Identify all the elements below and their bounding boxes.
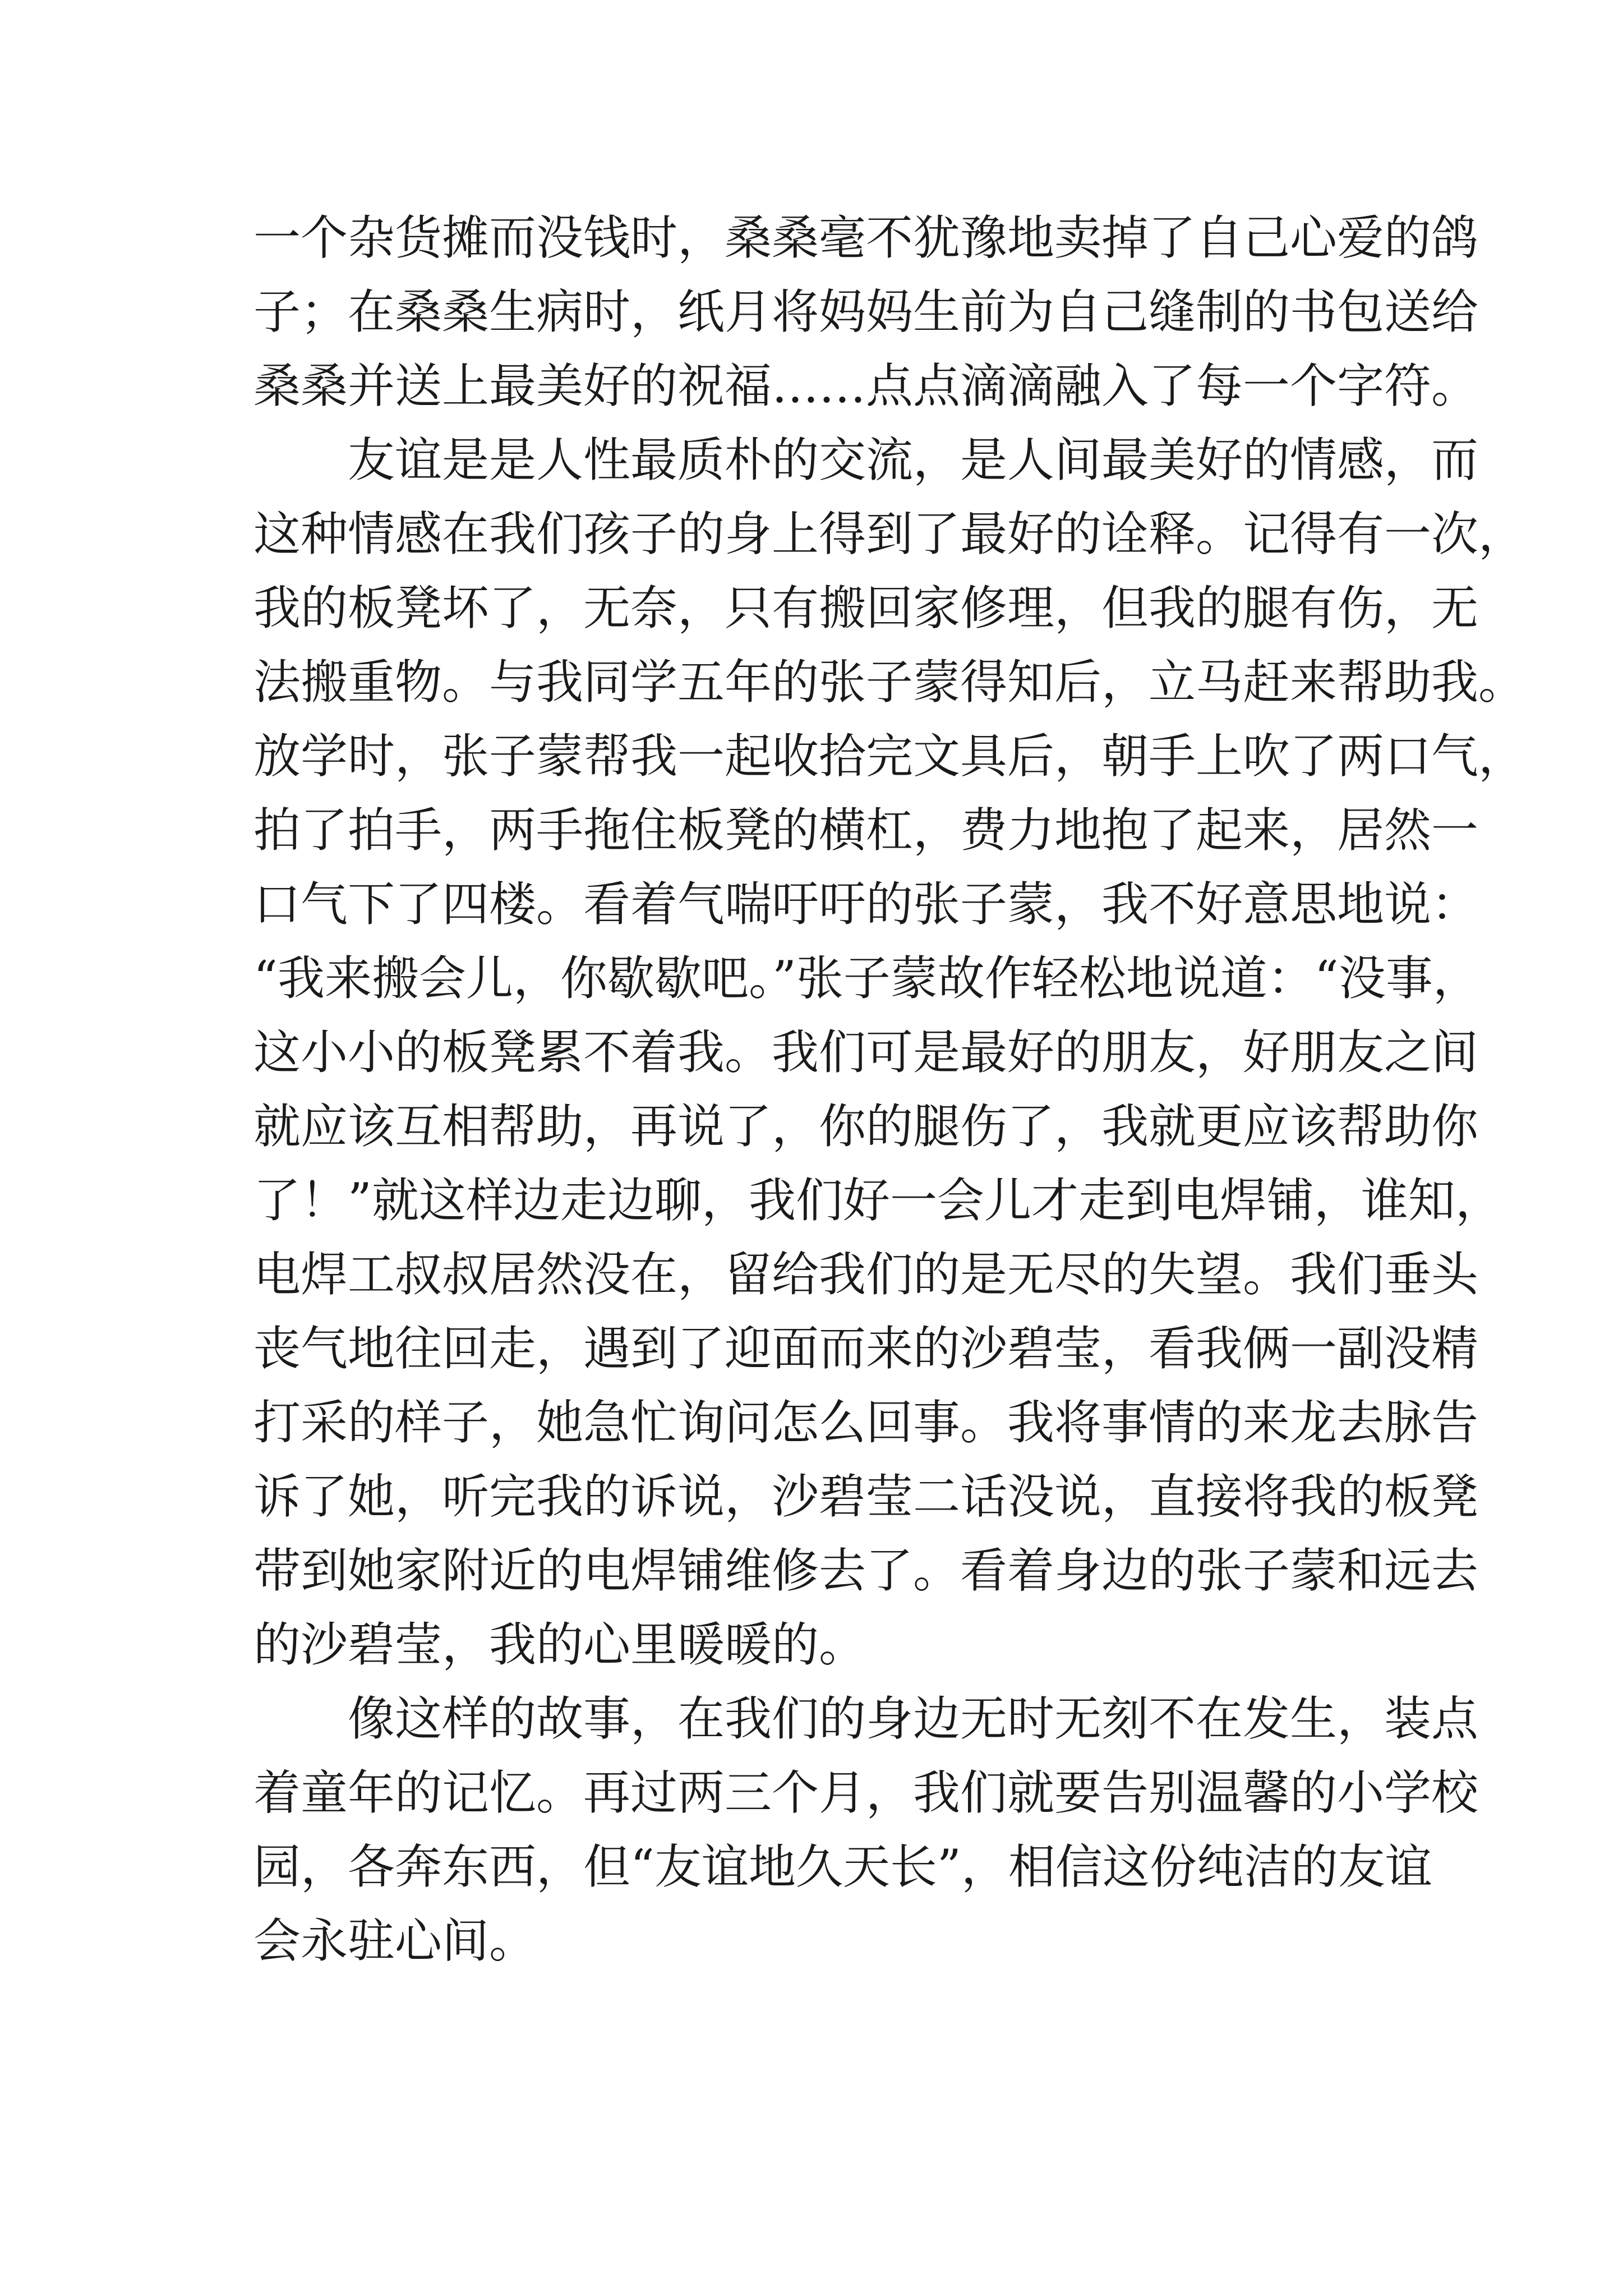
paragraph-3 xyxy=(253,1682,1479,1978)
text-line: 子；在桑桑生病时，纸月将妈妈生前为自己缝制的书包送给 xyxy=(253,284,1479,339)
text-line: 这种情感在我们孩子的身上得到了最好的诠释。记得有一次， xyxy=(253,507,1526,562)
text-line: 园，各奔东西，但“友谊地久天长”，相信这份纯洁的友谊 xyxy=(253,1839,1432,1894)
paragraph-2 xyxy=(253,423,1526,1682)
text-line: 电焊工叔叔居然没在，留给我们的是无尽的失望。我们垂头 xyxy=(253,1247,1479,1302)
text-line: 会永驻心间。 xyxy=(253,1913,537,1968)
text-line: 的沙碧莹，我的心里暖暖的。 xyxy=(253,1617,866,1672)
text-line: 诉了她，听完我的诉说，沙碧莹二话没说，直接将我的板凳 xyxy=(253,1469,1479,1524)
text-line: 着童年的记忆。再过两三个月，我们就要告别温馨的小学校 xyxy=(253,1765,1479,1820)
text-line: 带到她家附近的电焊铺维修去了。看着身边的张子蒙和远去 xyxy=(253,1543,1479,1598)
text-line: 丧气地往回走，遇到了迎面而来的沙碧莹，看我俩一副没精 xyxy=(253,1321,1479,1376)
text-line: 友谊是是人性最质朴的交流，是人间最美好的情感，而 xyxy=(348,432,1479,487)
text-line: 打采的样子，她急忙询问怎么回事。我将事情的来龙去脉告 xyxy=(253,1395,1479,1450)
text-line: 我的板凳坏了，无奈，只有搬回家修理，但我的腿有伤，无 xyxy=(253,581,1479,636)
body-text xyxy=(253,201,1526,1978)
text-line: 就应该互相帮助，再说了，你的腿伤了，我就更应该帮助你 xyxy=(253,1099,1479,1154)
text-line: 法搬重物。与我同学五年的张子蒙得知后，立马赶来帮助我。 xyxy=(253,655,1526,710)
text-line: 一个杂货摊而没钱时，桑桑毫不犹豫地卖掉了自己心爱的鸽 xyxy=(253,210,1479,265)
text-line: “我来搬会儿，你歇歇吧。”张子蒙故作轻松地说道：“没事， xyxy=(253,951,1480,1006)
paragraph-1 xyxy=(253,201,1479,423)
text-line: 拍了拍手，两手拖住板凳的横杠，费力地抱了起来，居然一 xyxy=(253,803,1479,858)
text-line: 放学时，张子蒙帮我一起收拾完文具后，朝手上吹了两口气， xyxy=(253,729,1526,784)
text-line: 桑桑并送上最美好的祝福……点点滴滴融入了每一个字符。 xyxy=(253,358,1479,413)
text-line: 口气下了四楼。看着气喘吁吁的张子蒙，我不好意思地说： xyxy=(253,877,1479,932)
text-line: 这小小的板凳累不着我。我们可是最好的朋友，好朋友之间 xyxy=(253,1025,1479,1080)
text-line: 了！”就这样边走边聊，我们好一会儿才走到电焊铺，谁知， xyxy=(253,1173,1502,1228)
text-line: 像这样的故事，在我们的身边无时无刻不在发生，装点 xyxy=(348,1691,1479,1746)
